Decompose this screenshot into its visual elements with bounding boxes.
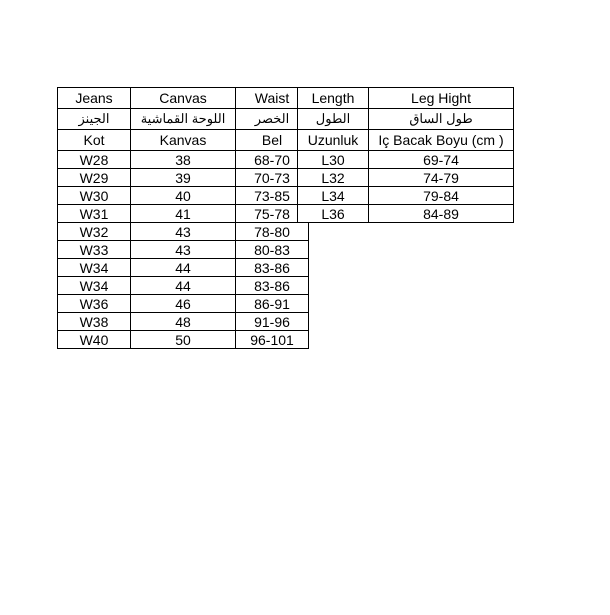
table-cell: 83-86 (236, 277, 309, 295)
table-cell: L36 (298, 205, 369, 223)
column-header-leg-hight-turkish: Iç Bacak Boyu (cm ) (369, 130, 514, 151)
header-row-arabic (58, 109, 309, 130)
table-cell: L34 (298, 187, 369, 205)
table-cell: 68-70 (236, 151, 309, 169)
table-cell: 70-73 (236, 169, 309, 187)
column-header-length-turkish: Uzunluk (298, 130, 369, 151)
table-cell: 39 (131, 169, 236, 187)
column-header-jeans-turkish: Kot (58, 130, 131, 151)
column-header-canvas: Canvas (131, 88, 236, 109)
column-header-waist-arabic: الخصر (236, 109, 309, 130)
table-row (58, 187, 309, 205)
table-cell: 78-80 (236, 223, 309, 241)
table-cell: 74-79 (369, 169, 514, 187)
jeans-waist-size-table (57, 87, 309, 349)
table-cell: W34 (58, 259, 131, 277)
table-cell: 41 (131, 205, 236, 223)
table-cell: 50 (131, 331, 236, 349)
column-header-length-arabic: الطول (298, 109, 369, 130)
column-header-canvas-turkish: Kanvas (131, 130, 236, 151)
table-cell: 43 (131, 241, 236, 259)
table-row (58, 331, 309, 349)
table-cell: 84-89 (369, 205, 514, 223)
table-cell: W31 (58, 205, 131, 223)
table-cell: 80-83 (236, 241, 309, 259)
table-row (58, 241, 309, 259)
table-row (58, 313, 309, 331)
table-cell: 48 (131, 313, 236, 331)
table-cell: 38 (131, 151, 236, 169)
table-row (58, 277, 309, 295)
header-row-english (58, 88, 309, 109)
table-cell: W29 (58, 169, 131, 187)
table-row (58, 223, 309, 241)
table-cell: W33 (58, 241, 131, 259)
table-cell: 75-78 (236, 205, 309, 223)
table-cell: L32 (298, 169, 369, 187)
table-row (298, 205, 514, 223)
table-row (58, 259, 309, 277)
header-row-turkish (58, 130, 309, 151)
table-cell: 73-85 (236, 187, 309, 205)
column-header-waist-turkish: Bel (236, 130, 309, 151)
table-cell: L30 (298, 151, 369, 169)
table-cell: 83-86 (236, 259, 309, 277)
table-row (58, 295, 309, 313)
header-row-arabic (298, 109, 514, 130)
length-leg-size-table (297, 87, 514, 223)
table-cell: 91-96 (236, 313, 309, 331)
table-row (58, 169, 309, 187)
table-cell: 46 (131, 295, 236, 313)
table-cell: 69-74 (369, 151, 514, 169)
table-cell: W40 (58, 331, 131, 349)
table-row (298, 151, 514, 169)
header-row-english (298, 88, 514, 109)
table-cell: W28 (58, 151, 131, 169)
table-cell: 43 (131, 223, 236, 241)
table-row (298, 169, 514, 187)
table-cell: W32 (58, 223, 131, 241)
table-cell: W34 (58, 277, 131, 295)
column-header-leg-hight: Leg Hight (369, 88, 514, 109)
table-cell: 96-101 (236, 331, 309, 349)
table-row (58, 205, 309, 223)
column-header-jeans-arabic: الجينز (58, 109, 131, 130)
table-cell: W38 (58, 313, 131, 331)
table-row (298, 187, 514, 205)
table-cell: 79-84 (369, 187, 514, 205)
table-row (58, 151, 309, 169)
column-header-length: Length (298, 88, 369, 109)
column-header-leg-hight-arabic: طول الساق (369, 109, 514, 130)
header-row-turkish (298, 130, 514, 151)
table-cell: 44 (131, 277, 236, 295)
table-cell: 40 (131, 187, 236, 205)
column-header-canvas-arabic: اللوحة القماشية (131, 109, 236, 130)
table-cell: W36 (58, 295, 131, 313)
column-header-jeans: Jeans (58, 88, 131, 109)
table-cell: 86-91 (236, 295, 309, 313)
column-header-waist: Waist (236, 88, 309, 109)
table-cell: W30 (58, 187, 131, 205)
table-cell: 44 (131, 259, 236, 277)
